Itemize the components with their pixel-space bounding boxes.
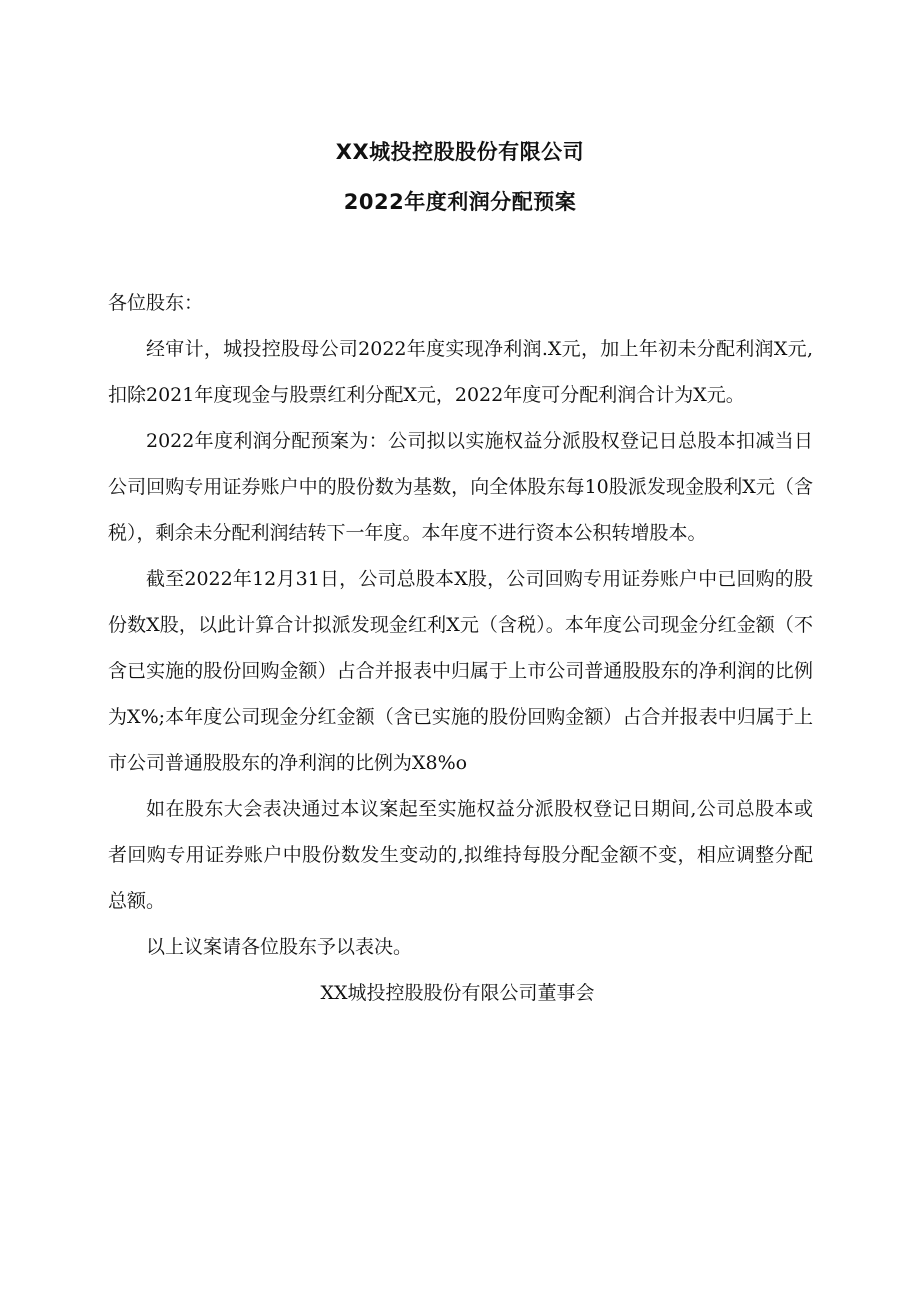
document-subtitle: 2022年度利润分配预案 bbox=[343, 190, 577, 214]
paragraph-net-profit: 经审计，城投控股母公司2022年度实现净利润.X元，加上年初未分配利润X元,扣除2021年度现金与股票红利分配X元，2022年度可分配利润合计为X元。 bbox=[108, 338, 813, 406]
closing-statement: 以上议案请各位股东予以表决。 bbox=[146, 936, 413, 958]
paragraph-share-capital: 截至2022年12月31日，公司总股本X股，公司回购专用证券账户中已回购的股份数X股，以此计算合计拟派发现金红利X元（含税）。本年度公司现金分红金额（不含已实施的股份回购金额）占合并报表中归属于上市公司普通股股东的净利润的比例为X%;本年度公司现金分红金额（含已实施的股份回购金额）占合并报表中归属于上市公司普通股股东的净利润的比例为X8%o bbox=[108, 568, 813, 774]
paragraph-distribution-plan: 2022年度利润分配预案为：公司拟以实施权益分派股权登记日总股本扣减当日公司回购专用证券账户中的股份数为基数，向全体股东每10股派发现金股利X元（含税），剩余未分配利润结转下一年度。本年度不进行资本公积转增股本。 bbox=[108, 430, 813, 544]
document-title: XX城投控股股份有限公司 bbox=[335, 140, 585, 164]
document-body bbox=[108, 280, 813, 1016]
salutation: 各位股东： bbox=[108, 292, 204, 314]
signature: XX城投控股股份有限公司董事会 bbox=[320, 982, 595, 1004]
paragraph-adjustment: 如在股东大会表决通过本议案起至实施权益分派股权登记日期间,公司总股本或者回购专用证券账户中股份数发生变动的,拟维持每股分配金额不变，相应调整分配总额。 bbox=[108, 798, 813, 912]
